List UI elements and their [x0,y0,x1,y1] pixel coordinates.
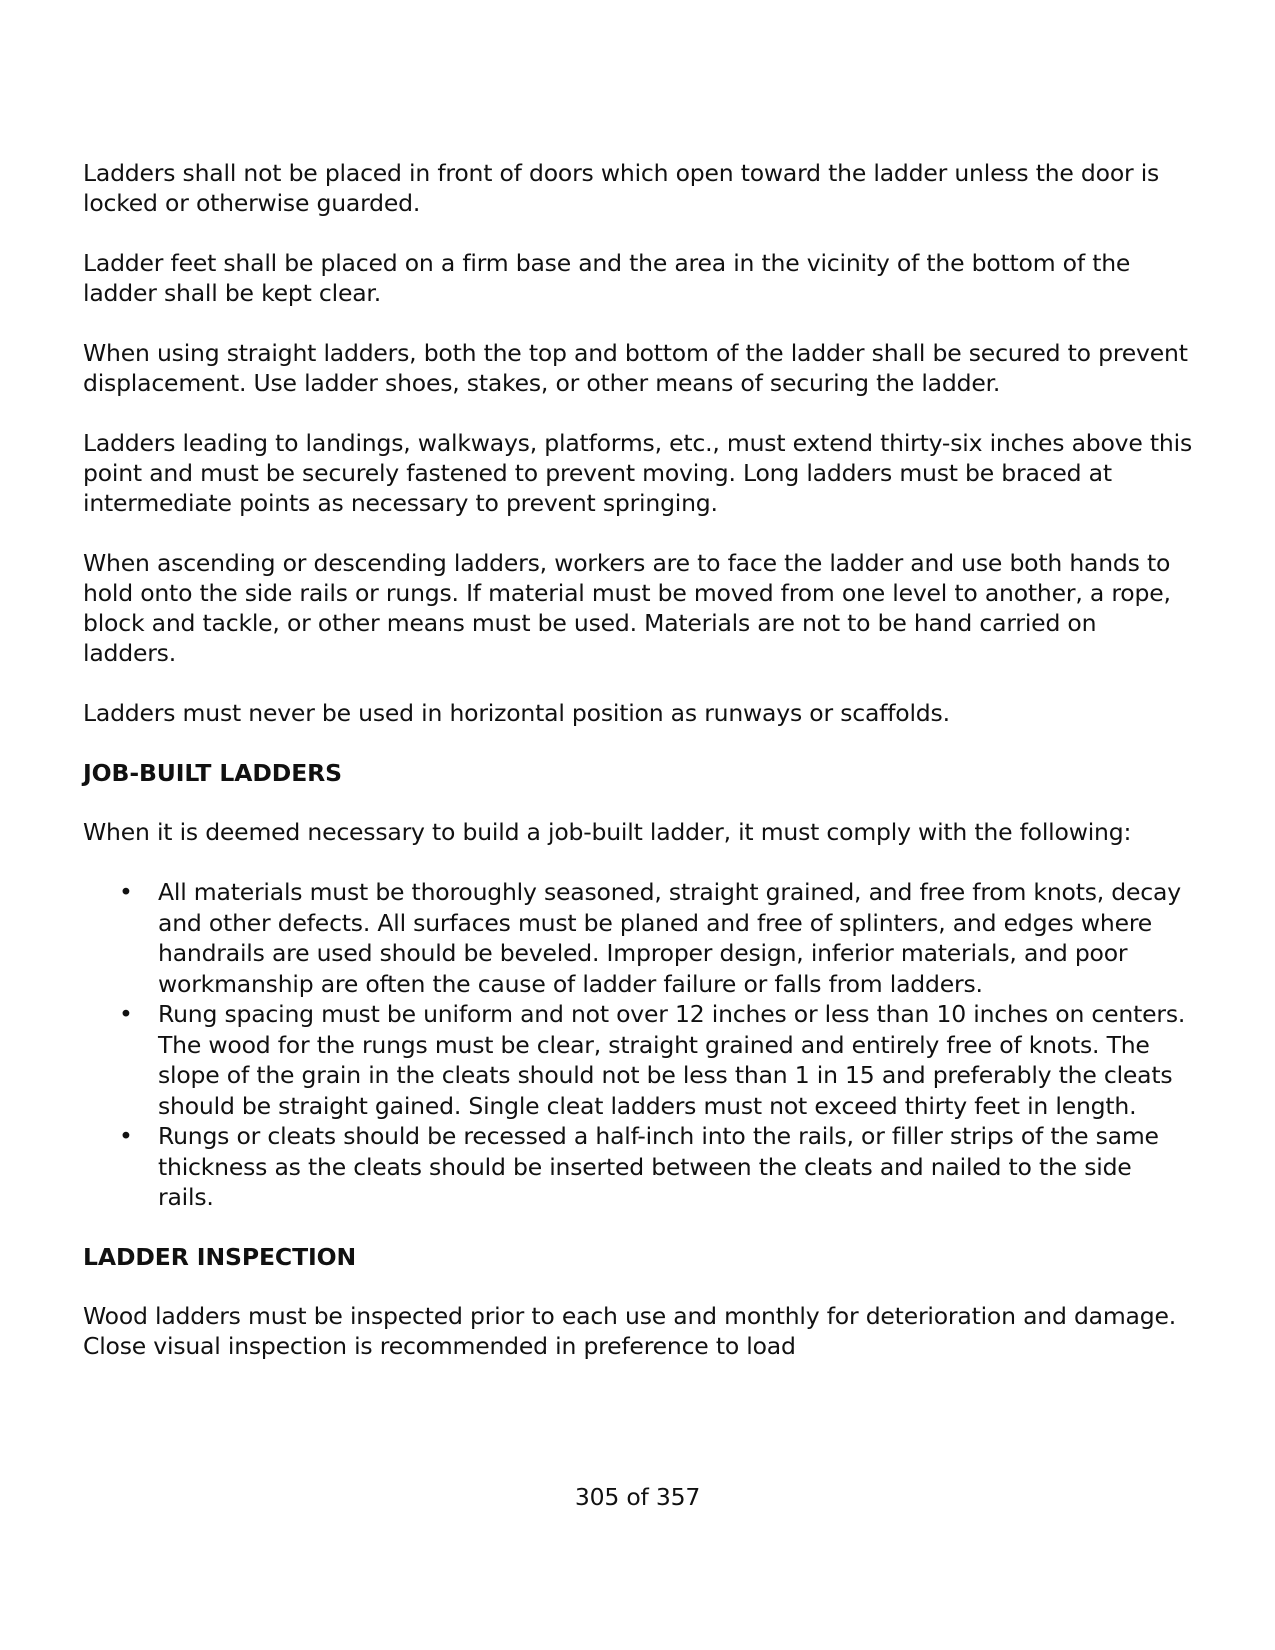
paragraph-ladder-feet: Ladder feet shall be placed on a firm base and the area in the vicinity of the bottom of the ladder shall be kept clear. [83,249,1131,307]
document-page [83,158,1193,1361]
paragraph-horizontal: Ladders must never be used in horizontal position as runways or scaffolds. [83,699,950,727]
job-built-requirements-list [83,877,1193,1213]
page-number: 305 of 357 [574,1483,701,1511]
list-item [83,999,1193,1121]
paragraph-ascending: When ascending or descending ladders, workers are to face the ladder and use both hands to hold onto the side rails or rungs. If material must be moved from one level to another, a rope, block and tackle, or other means must be used. Materials are not to be hand carried on ladders. [83,549,1171,667]
paragraph-job-built-intro: When it is deemed necessary to build a job-built ladder, it must comply with the following: [83,818,1132,846]
paragraph-straight-ladders: When using straight ladders, both the top and bottom of the ladder shall be secured to prevent displacement. Use ladder shoes, stakes, or other means of securing the ladder. [83,339,1188,397]
list-item-text: Rungs or cleats should be recessed a half-inch into the rails, or filler strips of the same thickness as the cleats should be inserted between the cleats and nailed to the side rails. [158,1122,1159,1211]
list-item [83,877,1193,999]
paragraph-doors: Ladders shall not be placed in front of doors which open toward the ladder unless the door is locked or otherwise guarded. [83,159,1160,217]
bullet-icon: • [119,878,133,906]
list-item [83,1121,1193,1213]
paragraph-landings: Ladders leading to landings, walkways, platforms, etc., must extend thirty-six inches above this point and must be securely fastened to prevent moving. Long ladders must be braced at intermediate points as necessary to prevent springing. [83,429,1192,517]
bullet-icon: • [119,1000,133,1028]
paragraph-inspection: Wood ladders must be inspected prior to each use and monthly for deterioration and damage. Close visual inspection is recommended in preference to load [83,1301,1177,1360]
heading-job-built-ladders: JOB-BUILT LADDERS [83,759,342,787]
bullet-icon: • [119,1122,133,1150]
heading-ladder-inspection: LADDER INSPECTION [83,1242,357,1271]
list-item-text: All materials must be thoroughly seasoned, straight grained, and free from knots, decay and other defects. All surfaces must be planed and free of splinters, and edges where handrails are used should be beveled. Improper design, inferior materials, and poor workmanship are often the cause of ladder failure or falls from ladders. [158,878,1181,998]
list-item-text: Rung spacing must be uniform and not over 12 inches or less than 10 inches on centers. The wood for the rungs must be clear, straight grained and entirely free of knots. The slope of the grain in the cleats should not be less than 1 in 15 and preferably the cleats should be straight gained. Single cleat ladders must not exceed thirty feet in length. [158,1000,1186,1120]
